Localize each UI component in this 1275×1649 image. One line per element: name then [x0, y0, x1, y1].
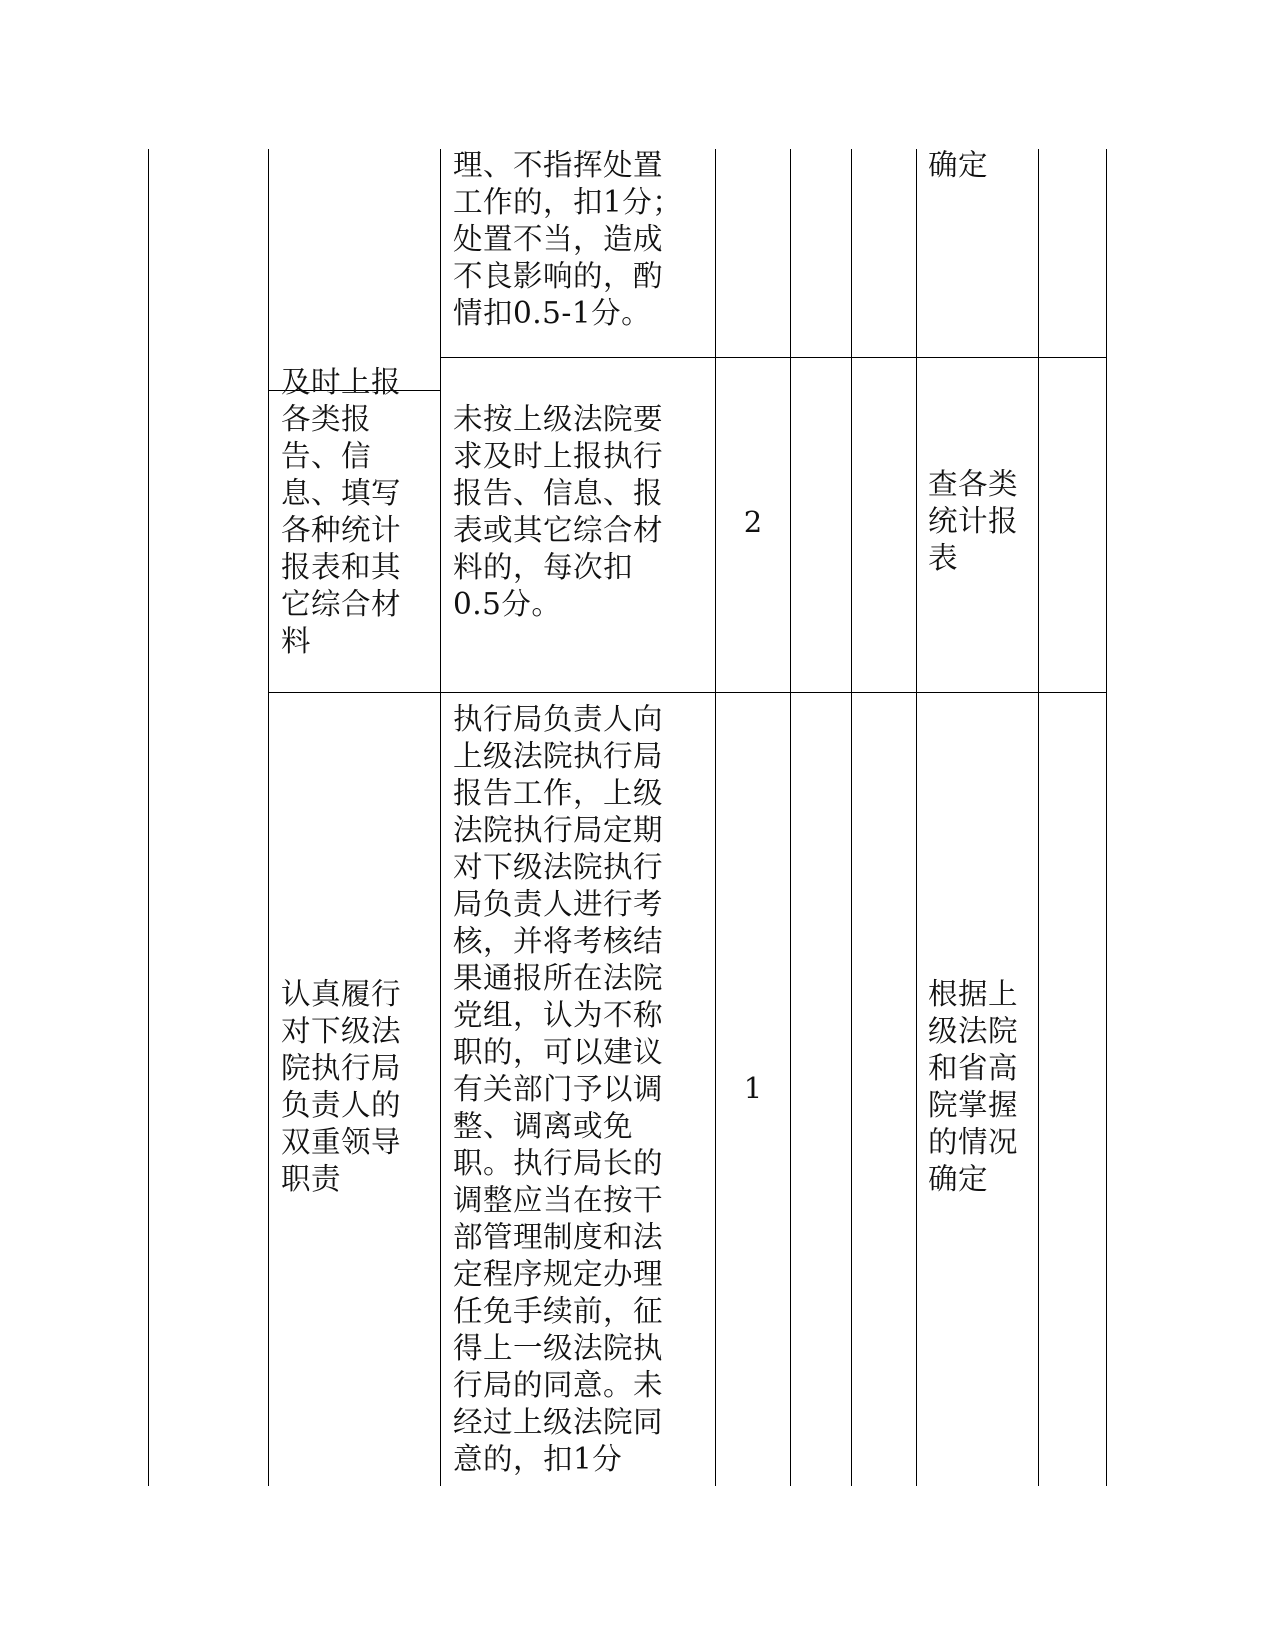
item-line: 院执行局 [281, 1051, 402, 1085]
criteria-line: 党组，认为不称 [453, 998, 664, 1032]
item-line: 息、填写 [281, 476, 402, 510]
criteria-line: 未按上级法院要 [453, 402, 664, 436]
criteria-line: 定程序规定办理 [453, 1257, 664, 1291]
criteria-line: 上级法院执行局 [453, 739, 664, 773]
column-divider-criteria [440, 149, 441, 1486]
method-line: 确定 [928, 148, 989, 182]
item-line: 对下级法 [281, 1014, 402, 1048]
method-line: 查各类 [928, 467, 1019, 501]
item-line: 负责人的 [281, 1088, 402, 1122]
method-line: 院掌握 [928, 1088, 1019, 1122]
table-border-right [1106, 149, 1107, 1486]
item-line: 各种统计 [281, 513, 402, 547]
criteria-line: 整、调离或免 [453, 1109, 634, 1143]
criteria-line: 任免手续前，征 [453, 1294, 664, 1328]
column-divider-col6 [851, 149, 852, 1486]
item-line: 料 [281, 624, 312, 658]
row2-criteria [453, 401, 663, 623]
criteria-line: 核，并将考核结 [453, 924, 664, 958]
criteria-line: 对下级法院执行 [453, 850, 664, 884]
column-divider-col5 [790, 149, 791, 1486]
row2-score: 2 [743, 505, 763, 539]
row1-criteria [453, 147, 682, 332]
item-line: 职责 [281, 1162, 342, 1196]
table-border-left [148, 149, 149, 1486]
row1-method [928, 147, 988, 184]
criteria-line: 职。执行局长的 [453, 1146, 664, 1180]
method-line: 表 [928, 541, 959, 575]
criteria-line: 行局的同意。未 [453, 1368, 664, 1402]
criteria-line: 料的，每次扣 [453, 550, 634, 584]
criteria-line: 0.5分。 [453, 587, 562, 621]
criteria-line: 调整应当在按干 [453, 1183, 664, 1217]
row3-criteria [453, 701, 663, 1478]
criteria-line: 理、不指挥处置 [453, 148, 664, 182]
row-divider-2 [268, 692, 1107, 693]
criteria-line: 求及时上报执行 [453, 439, 664, 473]
criteria-line: 意的，扣1分 [453, 1442, 623, 1476]
column-divider-col8 [1038, 149, 1039, 1486]
criteria-line: 工作的，扣1分； [453, 185, 683, 219]
method-line: 根据上 [928, 977, 1019, 1011]
criteria-line: 报告工作，上级 [453, 776, 664, 810]
column-divider-score [715, 149, 716, 1486]
row3-method [928, 976, 1018, 1198]
criteria-line: 执行局负责人向 [453, 702, 664, 736]
row2-method [928, 466, 1018, 577]
criteria-line: 经过上级法院同 [453, 1405, 664, 1439]
criteria-line: 果通报所在法院 [453, 961, 664, 995]
method-line: 确定 [928, 1162, 989, 1196]
row-divider-1 [440, 357, 1107, 358]
column-divider-method [916, 149, 917, 1486]
method-line: 统计报 [928, 504, 1019, 538]
column-divider-item [268, 149, 269, 1486]
item-line: 告、信 [281, 439, 372, 473]
criteria-line: 情扣0.5-1分。 [453, 296, 652, 330]
criteria-line: 得上一级法院执 [453, 1331, 664, 1365]
criteria-line: 职的，可以建议 [453, 1035, 664, 1069]
criteria-line: 有关部门予以调 [453, 1072, 664, 1106]
criteria-line: 不良影响的，酌 [453, 259, 664, 293]
item-line: 各类报 [281, 402, 372, 436]
item-line: 双重领导 [281, 1125, 402, 1159]
method-line: 和省高 [928, 1051, 1019, 1085]
item-line: 及时上报 [281, 365, 402, 399]
item-line: 认真履行 [281, 977, 402, 1011]
item-line: 报表和其 [281, 550, 402, 584]
row3-score: 1 [743, 1071, 763, 1105]
method-line: 级法院 [928, 1014, 1019, 1048]
criteria-line: 处置不当，造成 [453, 222, 664, 256]
criteria-line: 表或其它综合材 [453, 513, 664, 547]
method-line: 的情况 [928, 1125, 1019, 1159]
criteria-line: 法院执行局定期 [453, 813, 664, 847]
row3-item [281, 976, 401, 1198]
criteria-line: 报告、信息、报 [453, 476, 664, 510]
criteria-line: 部管理制度和法 [453, 1220, 664, 1254]
item-line: 它综合材 [281, 587, 402, 621]
criteria-line: 局负责人进行考 [453, 887, 664, 921]
row2-item [281, 364, 401, 660]
